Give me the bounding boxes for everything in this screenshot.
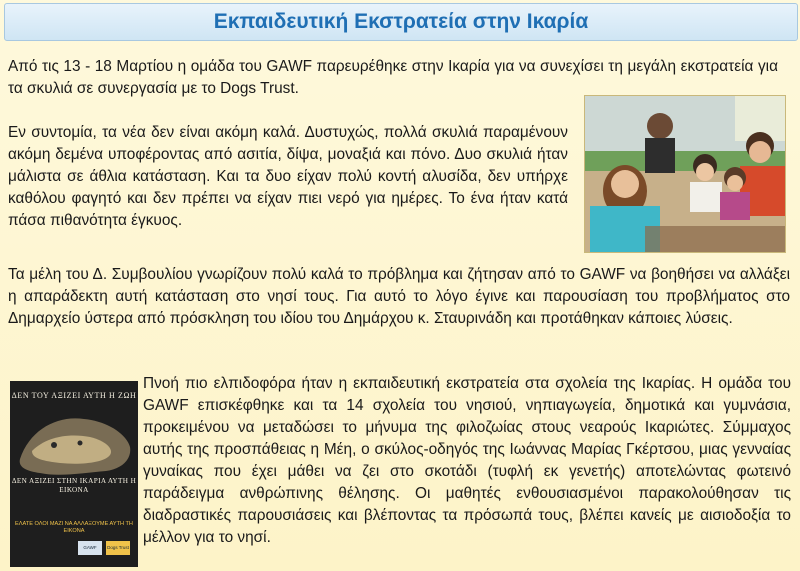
paragraph-schools: Πνοή πιο ελπιδοφόρα ήταν η εκπαιδευτική εκστρατεία στα σχολεία της Ικαρίας. Η ομάδα του GAWF επισκέφθηκε και τα 14 σχολεία του νησιού, νηπιαγωγεία, δημοτικά και γυμνάσια, προκειμένου να μεταδώσει το μήνυμα της φιλοζωίας στους νεαρούς Ικαριώτες. Σύμμαχος αυτής της προσπάθειας η Μέη, ο σκύλος-οδηγός της Ιωάννας Μαρίας Γκέρτσου, μιας γενναίας γυναίκας που έχει μάθει να ζει στο σκοτάδι (τυφλή εκ γενετής) αποτελώντας φωτεινό παράδειγμα ανθρώπινης θέλησης. Οι μαθητές ενθουσιασμένοι παρακολούθησαν τις διαδραστικές παρουσιάσεις και βλέποντας τα πρόσωπά τους, βλέπει κανείς με αισιοδοξία το μέλλον για το νησί.	[143, 375, 791, 546]
poster-top-text: ΔΕΝ ΤΟΥ ΑΞΙΖΕΙ ΑΥΤΗ Η ΖΩΗ	[11, 391, 137, 400]
photo-illustration	[585, 96, 785, 252]
gawf-logo: GAWF	[78, 541, 102, 555]
paragraph-news: Εν συντομία, τα νέα δεν είναι ακόμη καλά. Δυστυχώς, πολλά σκυλιά παραμένουν ακόμη δεμένα υποφέροντας από ασιτία, δίψα, μοναξιά και πόνο. Δυο σκυλιά ήταν μάλιστα σε άθλια κατάσταση. Και τα δυο είχαν πολύ κοντή αλυσίδα, δεν υπήρχε καθόλου φαγητό και δεν πρέπει να είχαν πιει νερό για ημέρες. Το ένα ήταν κατά πάσα πιθανότητα έγκυος.	[8, 124, 568, 229]
article-title: Εκπαιδευτική Εκστρατεία στην Ικαρία	[213, 10, 589, 33]
title-banner	[4, 3, 798, 41]
poster-bottom-text: ΕΛΑΤΕ ΟΛΟΙ ΜΑΖΙ ΝΑ ΑΛΛΑΞΟΥΜΕ ΑΥΤΗ ΤΗ ΕΙΚΟΝΑ	[15, 521, 133, 534]
paragraph-council: Τα μέλη του Δ. Συμβουλίου γνωρίζουν πολύ καλά το πρόβλημα και ζήτησαν από το GAWF να βοηθήσει να αλλάξει η απαράδεκτη αυτή κατάσταση στο νησί τους. Για αυτό το λόγο έγινε και παρουσίαση του προβλήματος στο Δημαρχείο ύστερα από πρόσκληση του ιδίου του Δημάρχου κ. Σταυρινάδη και προτάθηκαν κάποιες λύσεις.	[8, 266, 790, 327]
poster-middle-text: ΔΕΝ ΑΞΙΖΕΙ ΣΤΗΝ ΙΚΑΡΙΑ ΑΥΤΗ Η ΕΙΚΟΝΑ	[11, 477, 137, 494]
paragraph-intro: Από τις 13 - 18 Μαρτίου η ομάδα του GAWF παρευρέθηκε στην Ικαρία για να συνεχίσει τη μεγάλη εκστρατεία για τα σκυλιά σε συνεργασία με το Dogs Trust.	[8, 58, 778, 97]
dogs-trust-logo: Dogs Trust	[106, 541, 130, 555]
poster-dog-map-graphic	[10, 381, 138, 567]
children-classroom-photo	[584, 95, 786, 253]
campaign-poster	[10, 381, 138, 567]
